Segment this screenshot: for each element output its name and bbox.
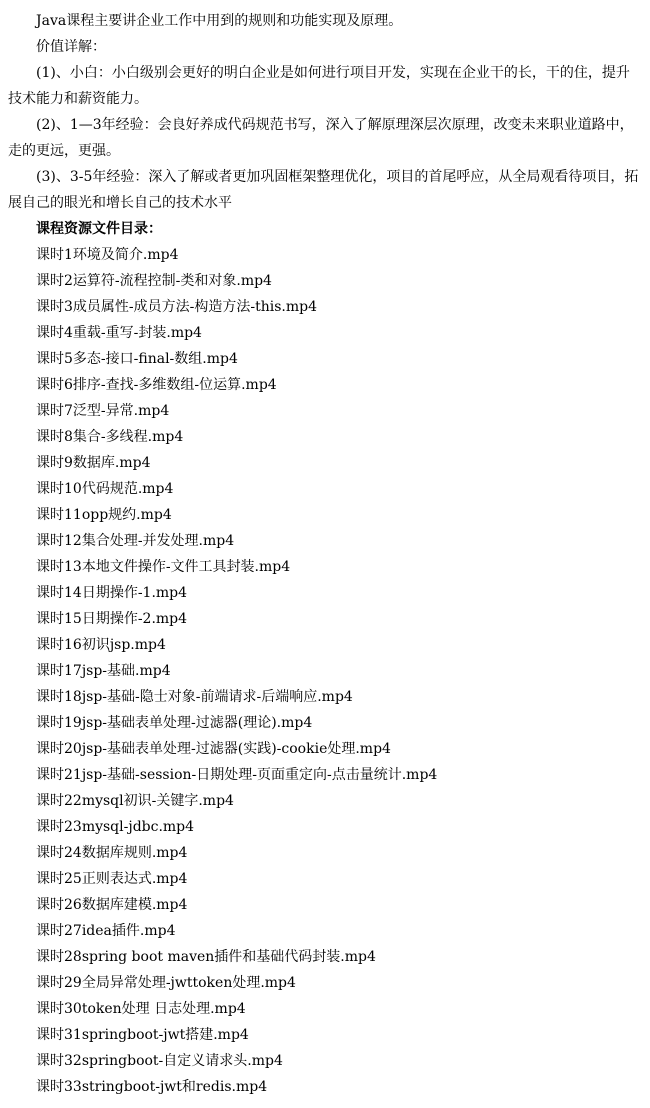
lesson-file-item: 课时25正则表达式.mp4 <box>36 871 188 887</box>
lesson-file-list <box>8 242 642 1100</box>
course-summary: Java课程主要讲企业工作中用到的规则和功能实现及原理。 <box>36 13 403 29</box>
lesson-file-item: 课时5多态-接口-final-数组.mp4 <box>36 351 238 367</box>
lesson-file-item: 课时26数据库建模.mp4 <box>36 897 188 913</box>
lesson-file-item: 课时21jsp-基础-session-日期处理-页面重定向-点击量统计.mp4 <box>36 767 438 783</box>
lesson-file-item: 课时32springboot-自定义请求头.mp4 <box>36 1053 283 1069</box>
lesson-file-item: 课时23mysql-jdbc.mp4 <box>36 819 195 835</box>
lesson-file-item: 课时6排序-查找-多维数组-位运算.mp4 <box>36 377 277 393</box>
document-body <box>8 0 642 1100</box>
lesson-file-item: 课时2运算符-流程控制-类和对象.mp4 <box>36 273 272 289</box>
lesson-file-item: 课时18jsp-基础-隐士对象-前端请求-后端响应.mp4 <box>36 689 353 705</box>
lesson-file-item: 课时15日期操作-2.mp4 <box>36 611 188 627</box>
lesson-file-item: 课时3成员属性-成员方法-构造方法-this.mp4 <box>36 299 317 315</box>
lesson-file-item: 课时7泛型-异常.mp4 <box>36 403 170 419</box>
lesson-file-item: 课时1环境及简介.mp4 <box>36 247 179 263</box>
lesson-file-item: 课时11opp规约.mp4 <box>36 507 172 523</box>
lesson-file-item: 课时16初识jsp.mp4 <box>36 637 166 653</box>
lesson-file-item: 课时28spring boot maven插件和基础代码封装.mp4 <box>36 949 376 965</box>
value-point-3-5-years: (3)、3-5年经验：深入了解或者更加巩固框架整理优化，项目的首尾呼应，从全局观看待项目，拓展自己的眼光和增长自己的技术水平 <box>8 169 639 211</box>
lesson-file-item: 课时12集合处理-并发处理.mp4 <box>36 533 235 549</box>
lesson-file-item: 课时27idea插件.mp4 <box>36 923 176 939</box>
lesson-file-item: 课时29全局异常处理-jwttoken处理.mp4 <box>36 975 296 991</box>
lesson-file-item: 课时4重载-重写-封装.mp4 <box>36 325 202 341</box>
lesson-file-item: 课时9数据库.mp4 <box>36 455 151 471</box>
lesson-file-item: 课时14日期操作-1.mp4 <box>36 585 188 601</box>
lesson-file-item: 课时30token处理 日志处理.mp4 <box>36 1001 246 1017</box>
lesson-file-item: 课时24数据库规则.mp4 <box>36 845 188 861</box>
value-point-1-3-years: (2)、1—3年经验：会良好养成代码规范书写，深入了解原理深层次原理，改变未来职业道路中，走的更远，更强。 <box>8 117 634 159</box>
value-point-beginner: (1)、小白：小白级别会更好的明白企业是如何进行项目开发，实现在企业干的长，干的住，提升技术能力和薪资能力。 <box>8 65 630 107</box>
lesson-file-item: 课时17jsp-基础.mp4 <box>36 663 171 679</box>
lesson-file-item: 课时13本地文件操作-文件工具封装.mp4 <box>36 559 291 575</box>
lesson-file-item: 课时8集合-多线程.mp4 <box>36 429 184 445</box>
lesson-file-item: 课时31springboot-jwt搭建.mp4 <box>36 1027 249 1043</box>
lesson-file-item: 课时10代码规范.mp4 <box>36 481 174 497</box>
lesson-file-item: 课时22mysql初识-关键字.mp4 <box>36 793 234 809</box>
lesson-file-item: 课时19jsp-基础表单处理-过滤器(理论).mp4 <box>36 715 313 731</box>
lesson-file-item: 课时33stringboot-jwt和redis.mp4 <box>36 1079 268 1095</box>
value-heading: 价值详解： <box>36 39 106 55</box>
catalog-title: 课程资源文件目录： <box>36 221 162 237</box>
lesson-file-item: 课时20jsp-基础表单处理-过滤器(实践)-cookie处理.mp4 <box>36 741 391 757</box>
